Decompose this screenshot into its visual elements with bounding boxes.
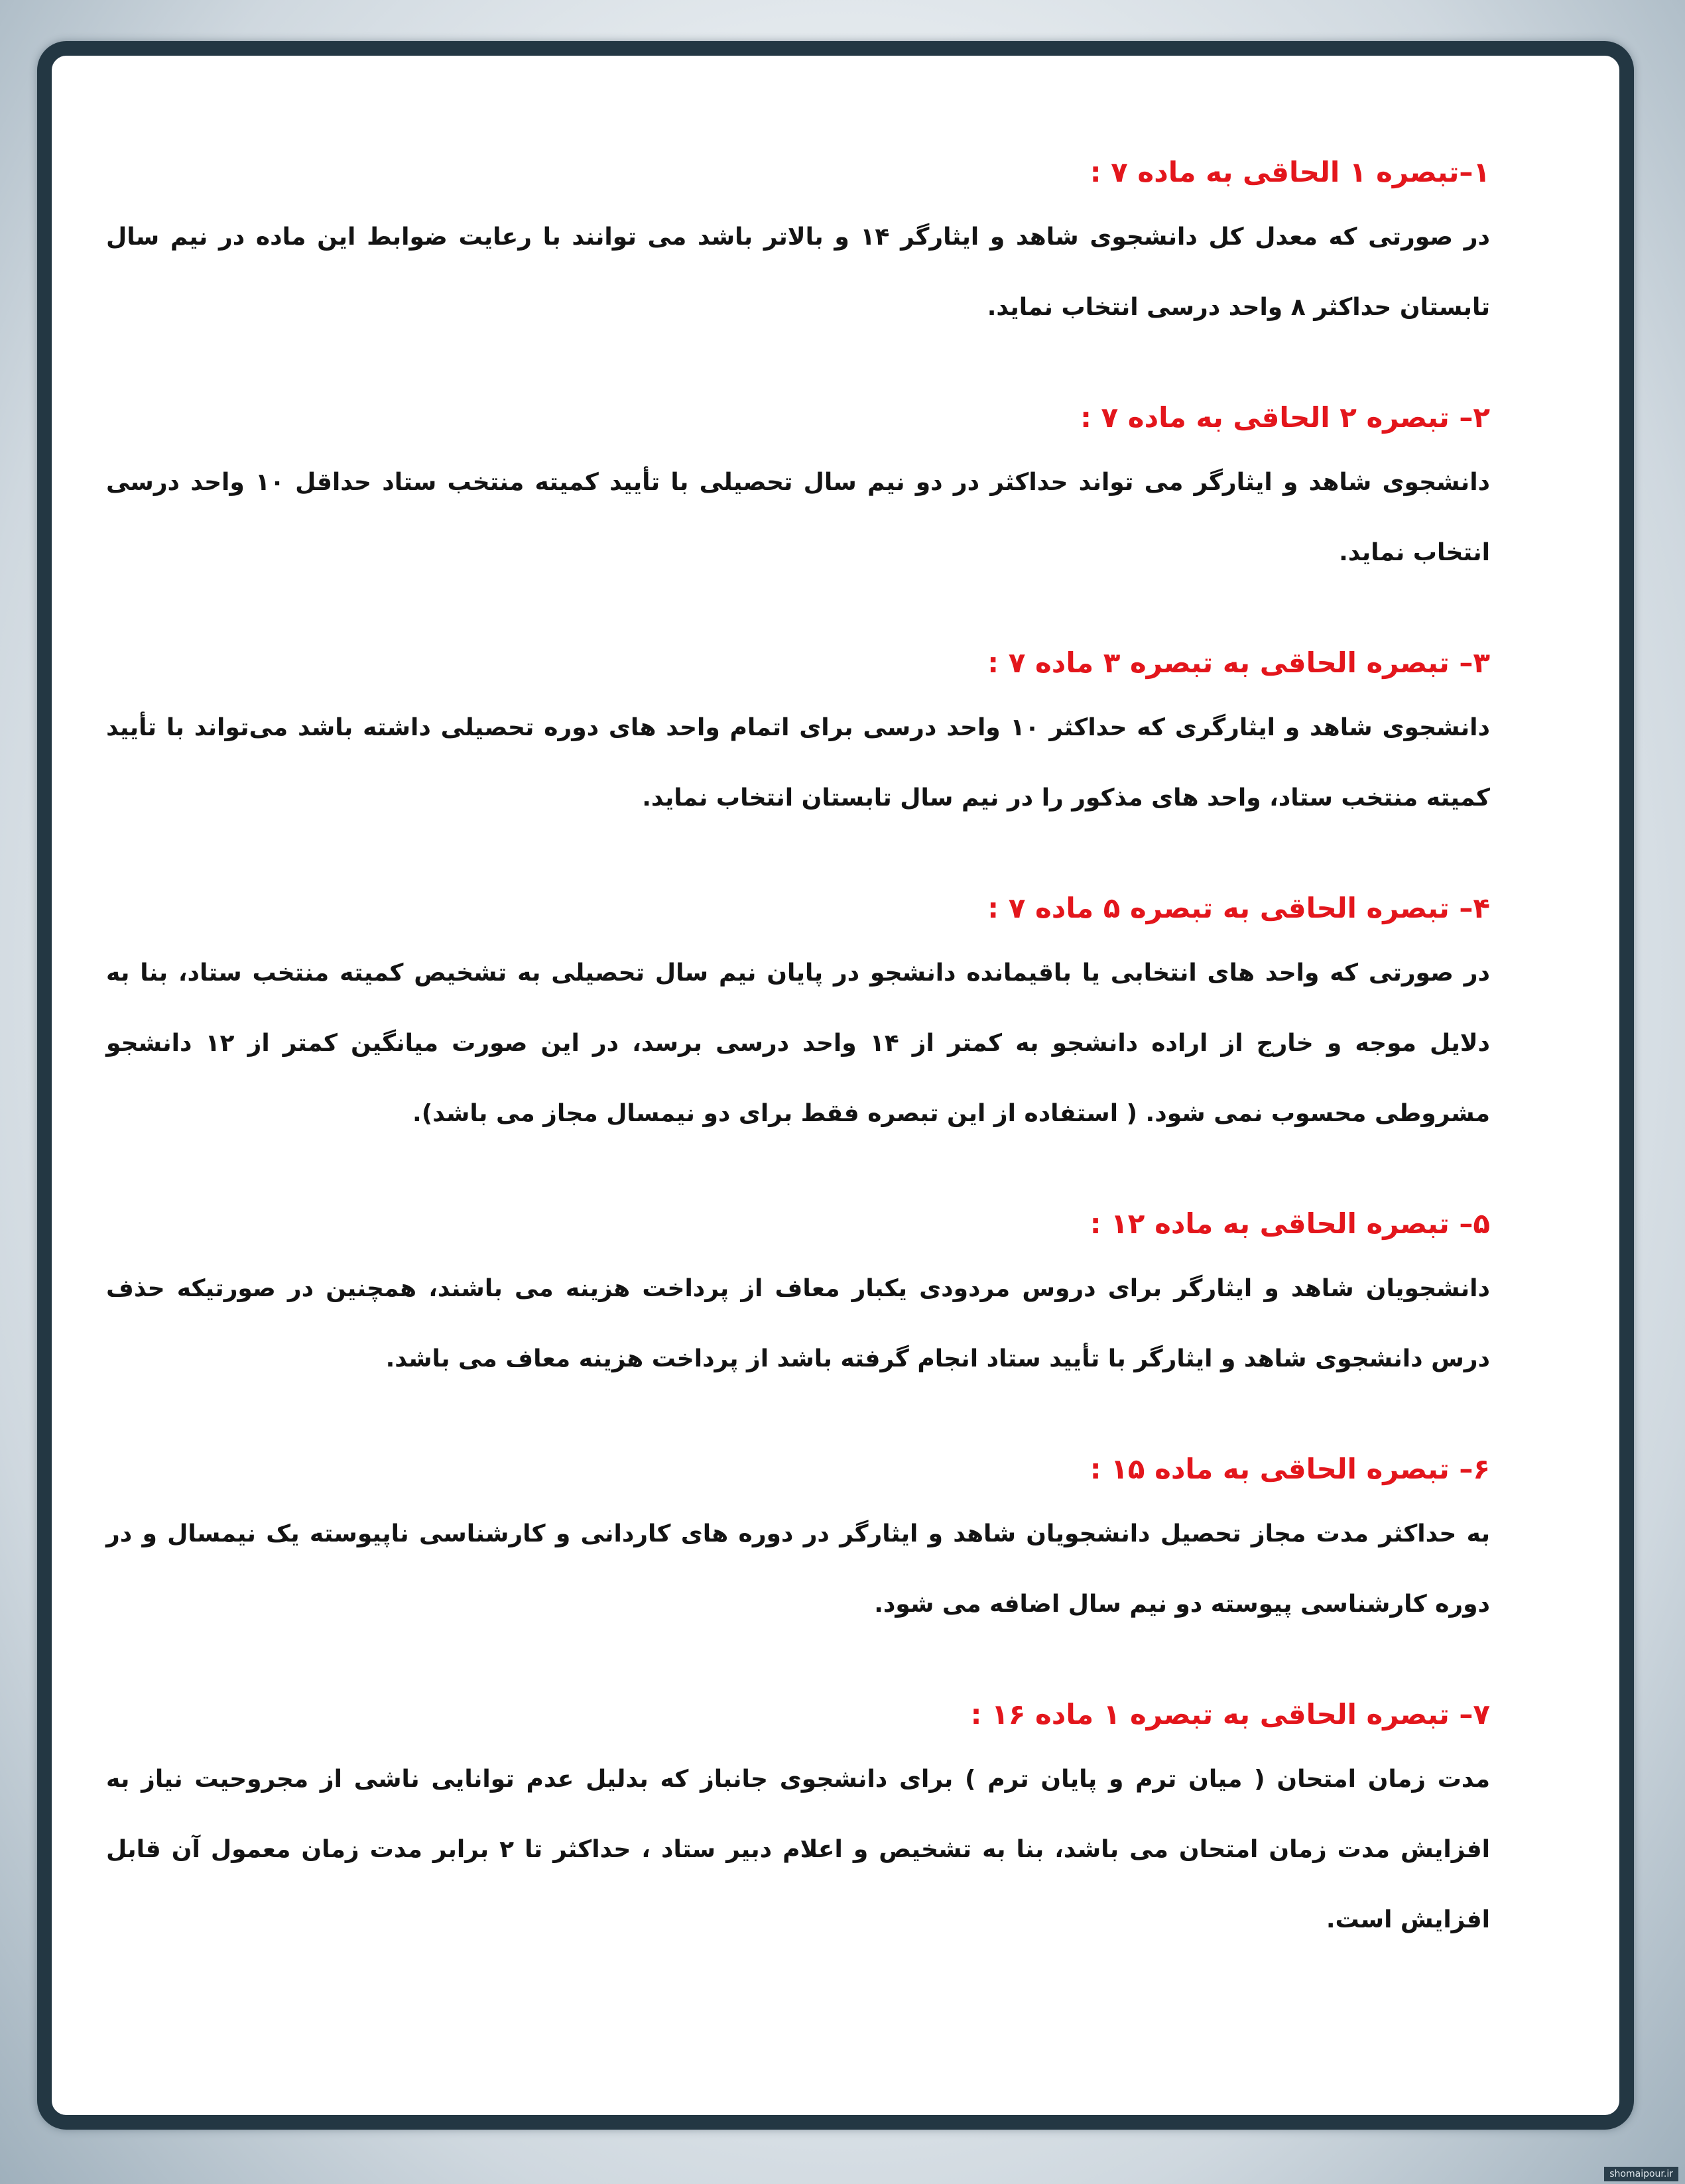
note-body-7: مدت زمان امتحان ( میان ترم و پایان ترم ) برای دانشجوی جانباز که بدلیل عدم توانایی ناشی از مجروحیت نیاز به افزایش مدت زمان امتحان می باشد، بنا به تشخیص و اعلام دبیر ستاد ، حداکثر تا ۲ برابر مدت زمان معمول آن قابل افزایش است. — [106, 1766, 1491, 1933]
note-section-6 — [106, 1446, 1490, 1640]
note-section-3 — [106, 640, 1490, 833]
note-section-7 — [106, 1691, 1490, 1955]
regulations-content — [106, 149, 1490, 2007]
note-body-6: به حداکثر مدت مجاز تحصیل دانشجویان شاهد و ایثارگر در دوره های کاردانی و کارشناسی ناپیوسته یک نیمسال و در دوره کارشناسی پیوسته دو نیم سال اضافه می شود. — [106, 1520, 1490, 1618]
note-body-5: دانشجویان شاهد و ایثارگر برای دروس مردودی یکبار معاف از پرداخت هزینه می باشند، همچنین در صورتیکه حذف درس دانشجوی شاهد و ایثارگر با تأیید ستاد انجام گرفته باشد از پرداخت هزینه معاف می باشد. — [106, 1275, 1490, 1372]
note-title-4: ۴– تبصره الحاقی به تبصره ۵ ماده ۷ : — [987, 892, 1490, 924]
note-body-4: در صورتی که واحد های انتخابی یا باقیمانده دانشجو در پایان نیم سال تحصیلی به تشخیص کمیته منتخب ستاد، بنا به دلایل موجه و خارج از اراده دانشجو به کمتر از ۱۴ واحد درسی برسد، در این صورت میانگین کمتر از ۱۲ دانشجو مشروطی محسوب نمی شود. ( استفاده از این تبصره فقط برای دو نیمسال مجاز می باشد). — [106, 959, 1490, 1127]
note-title-7: ۷– تبصره الحاقی به تبصره ۱ ماده ۱۶ : — [970, 1698, 1490, 1730]
note-section-2 — [106, 394, 1490, 588]
note-title-5: ۵– تبصره الحاقی به ماده ۱۲ : — [1090, 1207, 1490, 1240]
note-body-2: دانشجوی شاهد و ایثارگر می تواند حداکثر در دو نیم سال تحصیلی با تأیید کمیته منتخب ستاد حداقل ۱۰ واحد درسی انتخاب نماید. — [106, 469, 1491, 566]
note-section-4 — [106, 885, 1490, 1149]
note-title-6: ۶– تبصره الحاقی به ماده ۱۵ : — [1090, 1453, 1490, 1485]
note-title-2: ۲– تبصره ۲ الحاقی به ماده ۷ : — [1080, 401, 1490, 434]
note-body-1: در صورتی که معدل کل دانشجوی شاهد و ایثارگر ۱۴ و بالاتر باشد می توانند با رعایت ضوابط این ماده در نیم سال تابستان حداکثر ۸ واحد درسی انتخاب نماید. — [106, 223, 1490, 321]
site-watermark: shomaipour.ir — [1604, 2167, 1678, 2181]
note-section-1 — [106, 149, 1490, 343]
note-body-3: دانشجوی شاهد و ایثارگری که حداکثر ۱۰ واحد درسی برای اتمام واحد های دوره تحصیلی داشته باشد می‌تواند با تأیید کمیته منتخب ستاد، واحد های مذکور را در نیم سال تابستان انتخاب نماید. — [106, 714, 1490, 812]
note-section-5 — [106, 1201, 1490, 1394]
note-title-1: ۱–تبصره ۱ الحاقی به ماده ۷ : — [1090, 156, 1490, 188]
note-title-3: ۳– تبصره الحاقی به تبصره ۳ ماده ۷ : — [987, 646, 1490, 679]
